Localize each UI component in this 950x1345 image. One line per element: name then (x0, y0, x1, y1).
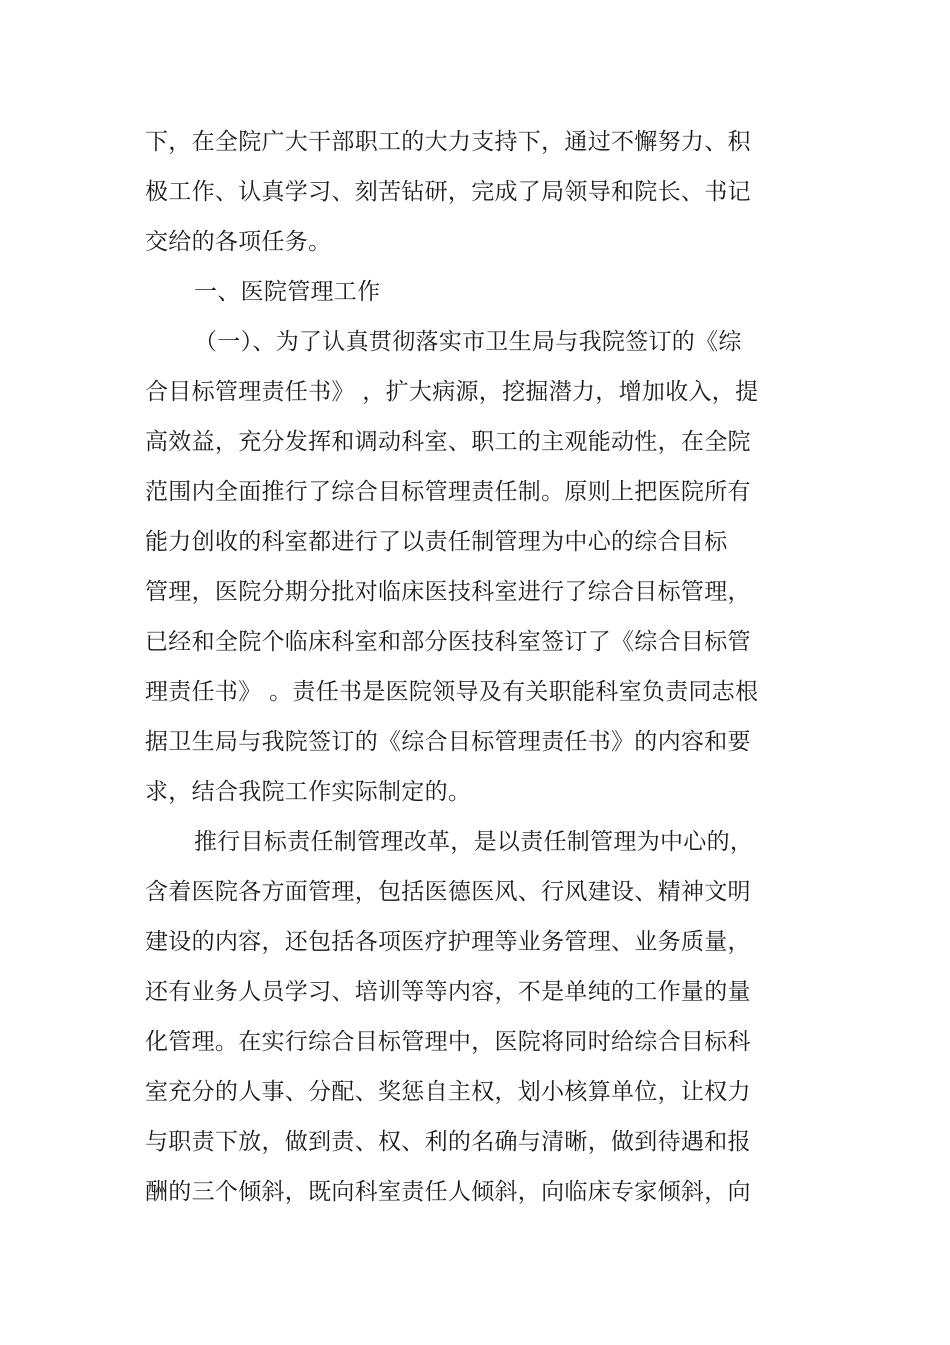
text-line-13: 据卫生局与我院签订的《综合目标管理责任书》的内容和要 (145, 729, 751, 755)
text-line-22: 酬的三个倾斜，既向科室责任人倾斜，向临床专家倾斜，向 (145, 1179, 751, 1205)
text-line-5: （一）、为了认真贯彻落实市卫生局与我院签订的《综 (194, 329, 742, 355)
text-line-15: 推行目标责任制管理改革，是以责任制管理为中心的， (194, 829, 754, 855)
section-heading: 一、医院管理工作 (194, 279, 381, 305)
text-line-12: 理责任书》 。责任书是医院领导及有关职能科室负责同志根 (145, 679, 759, 705)
text-line-6: 合目标管理责任书》 ，扩大病源，挖掘潜力，增加收入，提 (145, 379, 759, 405)
text-line-21: 与职责下放，做到责、权、利的名确与清晰，做到待遇和报 (145, 1129, 751, 1155)
text-line-2: 极工作、认真学习、刻苦钻研，完成了局领导和院长、书记 (145, 179, 751, 205)
text-line-14: 求，结合我院工作实际制定的。 (145, 779, 472, 805)
text-line-16: 含着医院各方面管理，包括医德医风、行风建设、精神文明 (145, 879, 751, 905)
text-line-7: 高效益，充分发挥和调动科室、职工的主观能动性，在全院 (145, 429, 751, 455)
text-line-10: 管理，医院分期分批对临床医技科室进行了综合目标管理， (145, 579, 751, 605)
text-line-11: 已经和全院个临床科室和部分医技科室签订了《综合目标管 (145, 629, 751, 655)
text-line-3: 交给的各项任务。 (145, 229, 332, 255)
text-line-1: 下，在全院广大干部职工的大力支持下，通过不懈努力、积 (145, 129, 751, 155)
text-line-8: 范围内全面推行了综合目标管理责任制。原则上把医院所有 (145, 479, 751, 505)
text-line-17: 建设的内容，还包括各项医疗护理等业务管理、业务质量， (145, 929, 751, 955)
text-line-9: 能力创收的科室都进行了以责任制管理为中心的综合目标 (145, 529, 728, 555)
text-line-20: 室充分的人事、分配、奖惩自主权，划小核算单位，让权力 (145, 1079, 751, 1105)
text-line-18: 还有业务人员学习、培训等等内容，不是单纯的工作量的量 (145, 979, 751, 1005)
text-line-19: 化管理。在实行综合目标管理中，医院将同时给综合目标科 (145, 1029, 751, 1055)
